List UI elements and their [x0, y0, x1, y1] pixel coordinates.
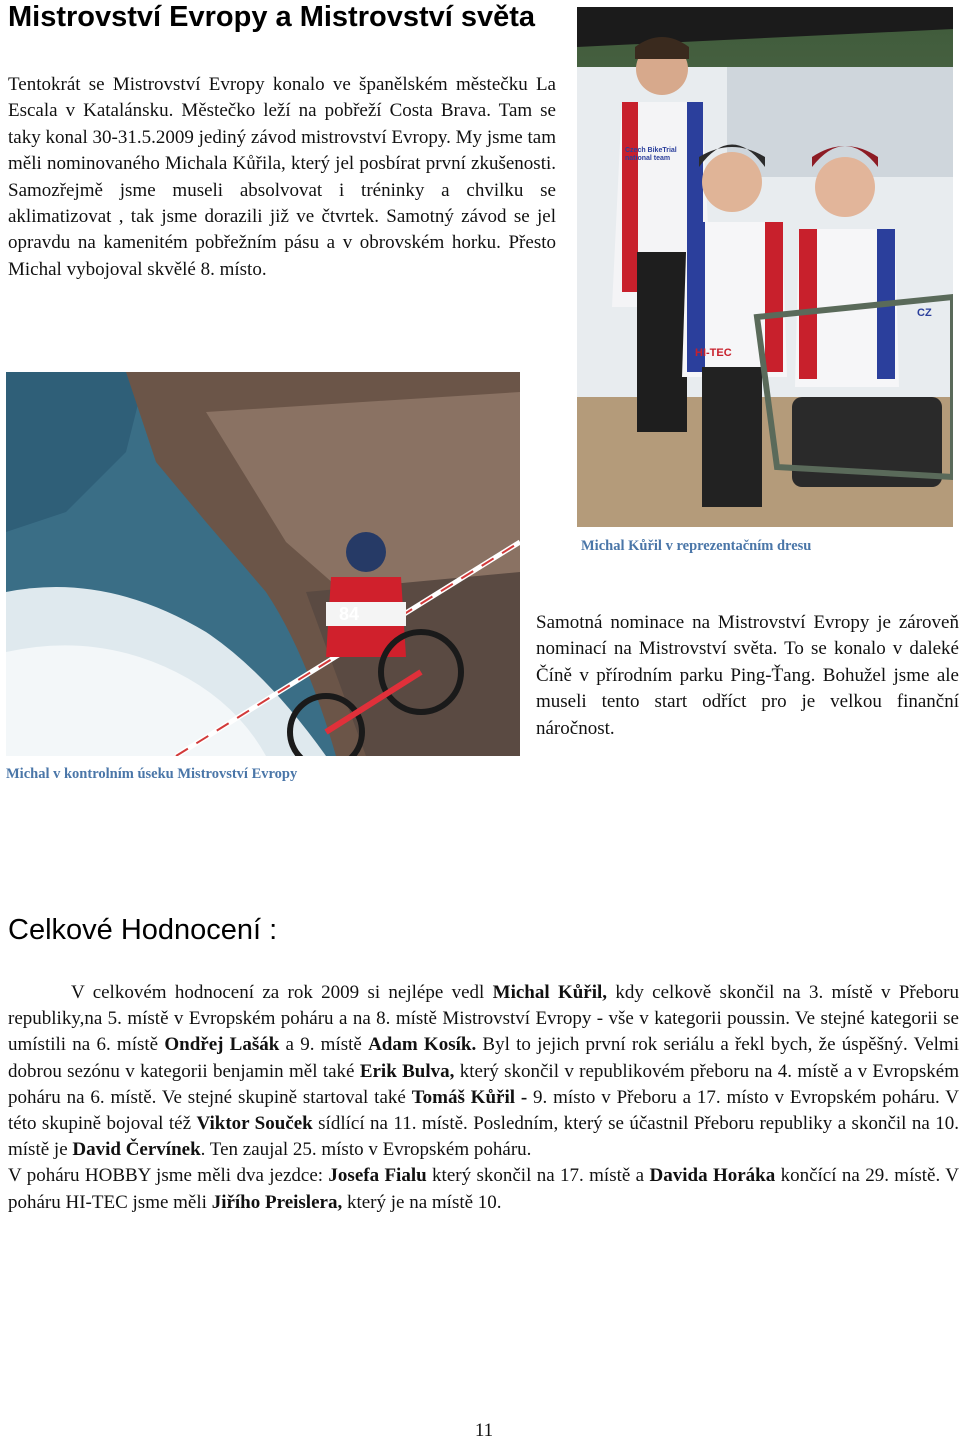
jersey-team-text: Czech BikeTrial national team [625, 147, 677, 162]
section-title: Mistrovství Evropy a Mistrovství světa [8, 1, 536, 33]
text-run: 9. místo v Přeboru a 17. místo v Evropském poháru. V této skupině bojoval též [8, 1086, 959, 1135]
name-highlight: Michal Kůřil, [492, 982, 608, 1003]
text-run: . Ten zaujal 25. místo v Evropském poháru. [200, 1139, 532, 1161]
jersey-logo-text: HI-TEC [695, 347, 732, 359]
name-highlight: Viktor Souček [196, 1113, 313, 1135]
riders-photo [577, 7, 953, 527]
name-highlight: Erik Bulva, [359, 1060, 455, 1082]
text-run: sídlící na 11. místě. Posledním, který se účastnil Přeboru republiky a skončil na 10. místě je [8, 1113, 959, 1161]
nomination-paragraph: Samotná nominace na Mistrovství Evropy je zároveň nominací na Mistrovství světa. To se konalo v daleké Číně v přírodním parku Ping-Ťang. Bohužel jsme ale museli tento start odříct pro je velkou finanční náročnost. [536, 612, 959, 739]
jersey-country-text: CZ [917, 307, 932, 319]
overall-results-heading: Celkové Hodnocení : [8, 914, 278, 946]
name-highlight: Adam Kosík. [368, 1034, 477, 1056]
rider-number-text: 84 [339, 604, 360, 624]
overall-paragraph-2 [8, 1163, 959, 1215]
rocks-photo-caption: Michal v kontrolním úseku Mistrovství Evropy [6, 766, 298, 782]
text-run: V poháru HOBBY jsme měli dva jezdce: [8, 1165, 329, 1187]
page-number: 11 [474, 1420, 494, 1441]
text-run: končící na 29. místě. V poháru HI-TEC jsme měli [8, 1165, 959, 1213]
name-highlight: David Červínek [72, 1139, 201, 1161]
text-run: Byl to jejich první rok seriálu a řekl bych, že úspěšný. Velmi dobrou sezónu v kategorii benjamin měl také [8, 1034, 959, 1082]
text-run: který skončil na 17. místě a [426, 1165, 650, 1187]
name-highlight: Ondřej Lašák [164, 1034, 280, 1056]
overall-paragraph-1 [8, 980, 959, 1163]
intro-paragraph: Tentokrát se Mistrovství Evropy konalo ve španělském městečku La Escala v Katalánsku. Městečko leží na pobřeží Costa Brava. Tam se taky konal 30-31.5.2009 jediný závod mistrovství Evropy. My jsme tam měli nominovaného Michala Kůřila, který jel posbírat první zkušenosti. Samozřejmě jsme museli absolvovat i tréninky a chvilku se aklimatizovat , tak jsme dorazili již ve čtvrtek. Samotný závod se jel opravdu na kamenitém pobřežním pásu a v obrovském horku. Přesto Michal vybojoval skvělé 8. místo. [8, 74, 556, 280]
name-highlight: Josefa Fialu [328, 1165, 427, 1187]
overall-results-text [8, 980, 959, 1216]
name-highlight: Davida Horáka [649, 1165, 776, 1187]
text-run: a 9. místě [279, 1034, 369, 1056]
riders-photo-caption: Michal Kůřil v reprezentačním dresu [581, 538, 812, 554]
text-run: který skončil v republikovém přeboru na 4. místě a v Evropském poháru na 6. místě. Ve stejné skupině startoval také [8, 1060, 959, 1108]
text-run: který je na místě 10. [342, 1191, 502, 1213]
text-run: V celkovém hodnocení za rok 2009 si nejlépe vedl [71, 982, 493, 1003]
name-highlight: Jiřího Preislera, [211, 1191, 343, 1213]
name-highlight: Tomáš Kůřil - [411, 1086, 528, 1108]
coastal-rocks-photo [6, 372, 520, 756]
text-run: kdy celkově skončil na 3. místě v Přeboru republiky,na 5. místě v Evropském poháru a na 8. místě Mistrovství Evropy - vše v kategorii poussin. Ve stejné kategorii se umístili na 6. místě [8, 982, 959, 1056]
